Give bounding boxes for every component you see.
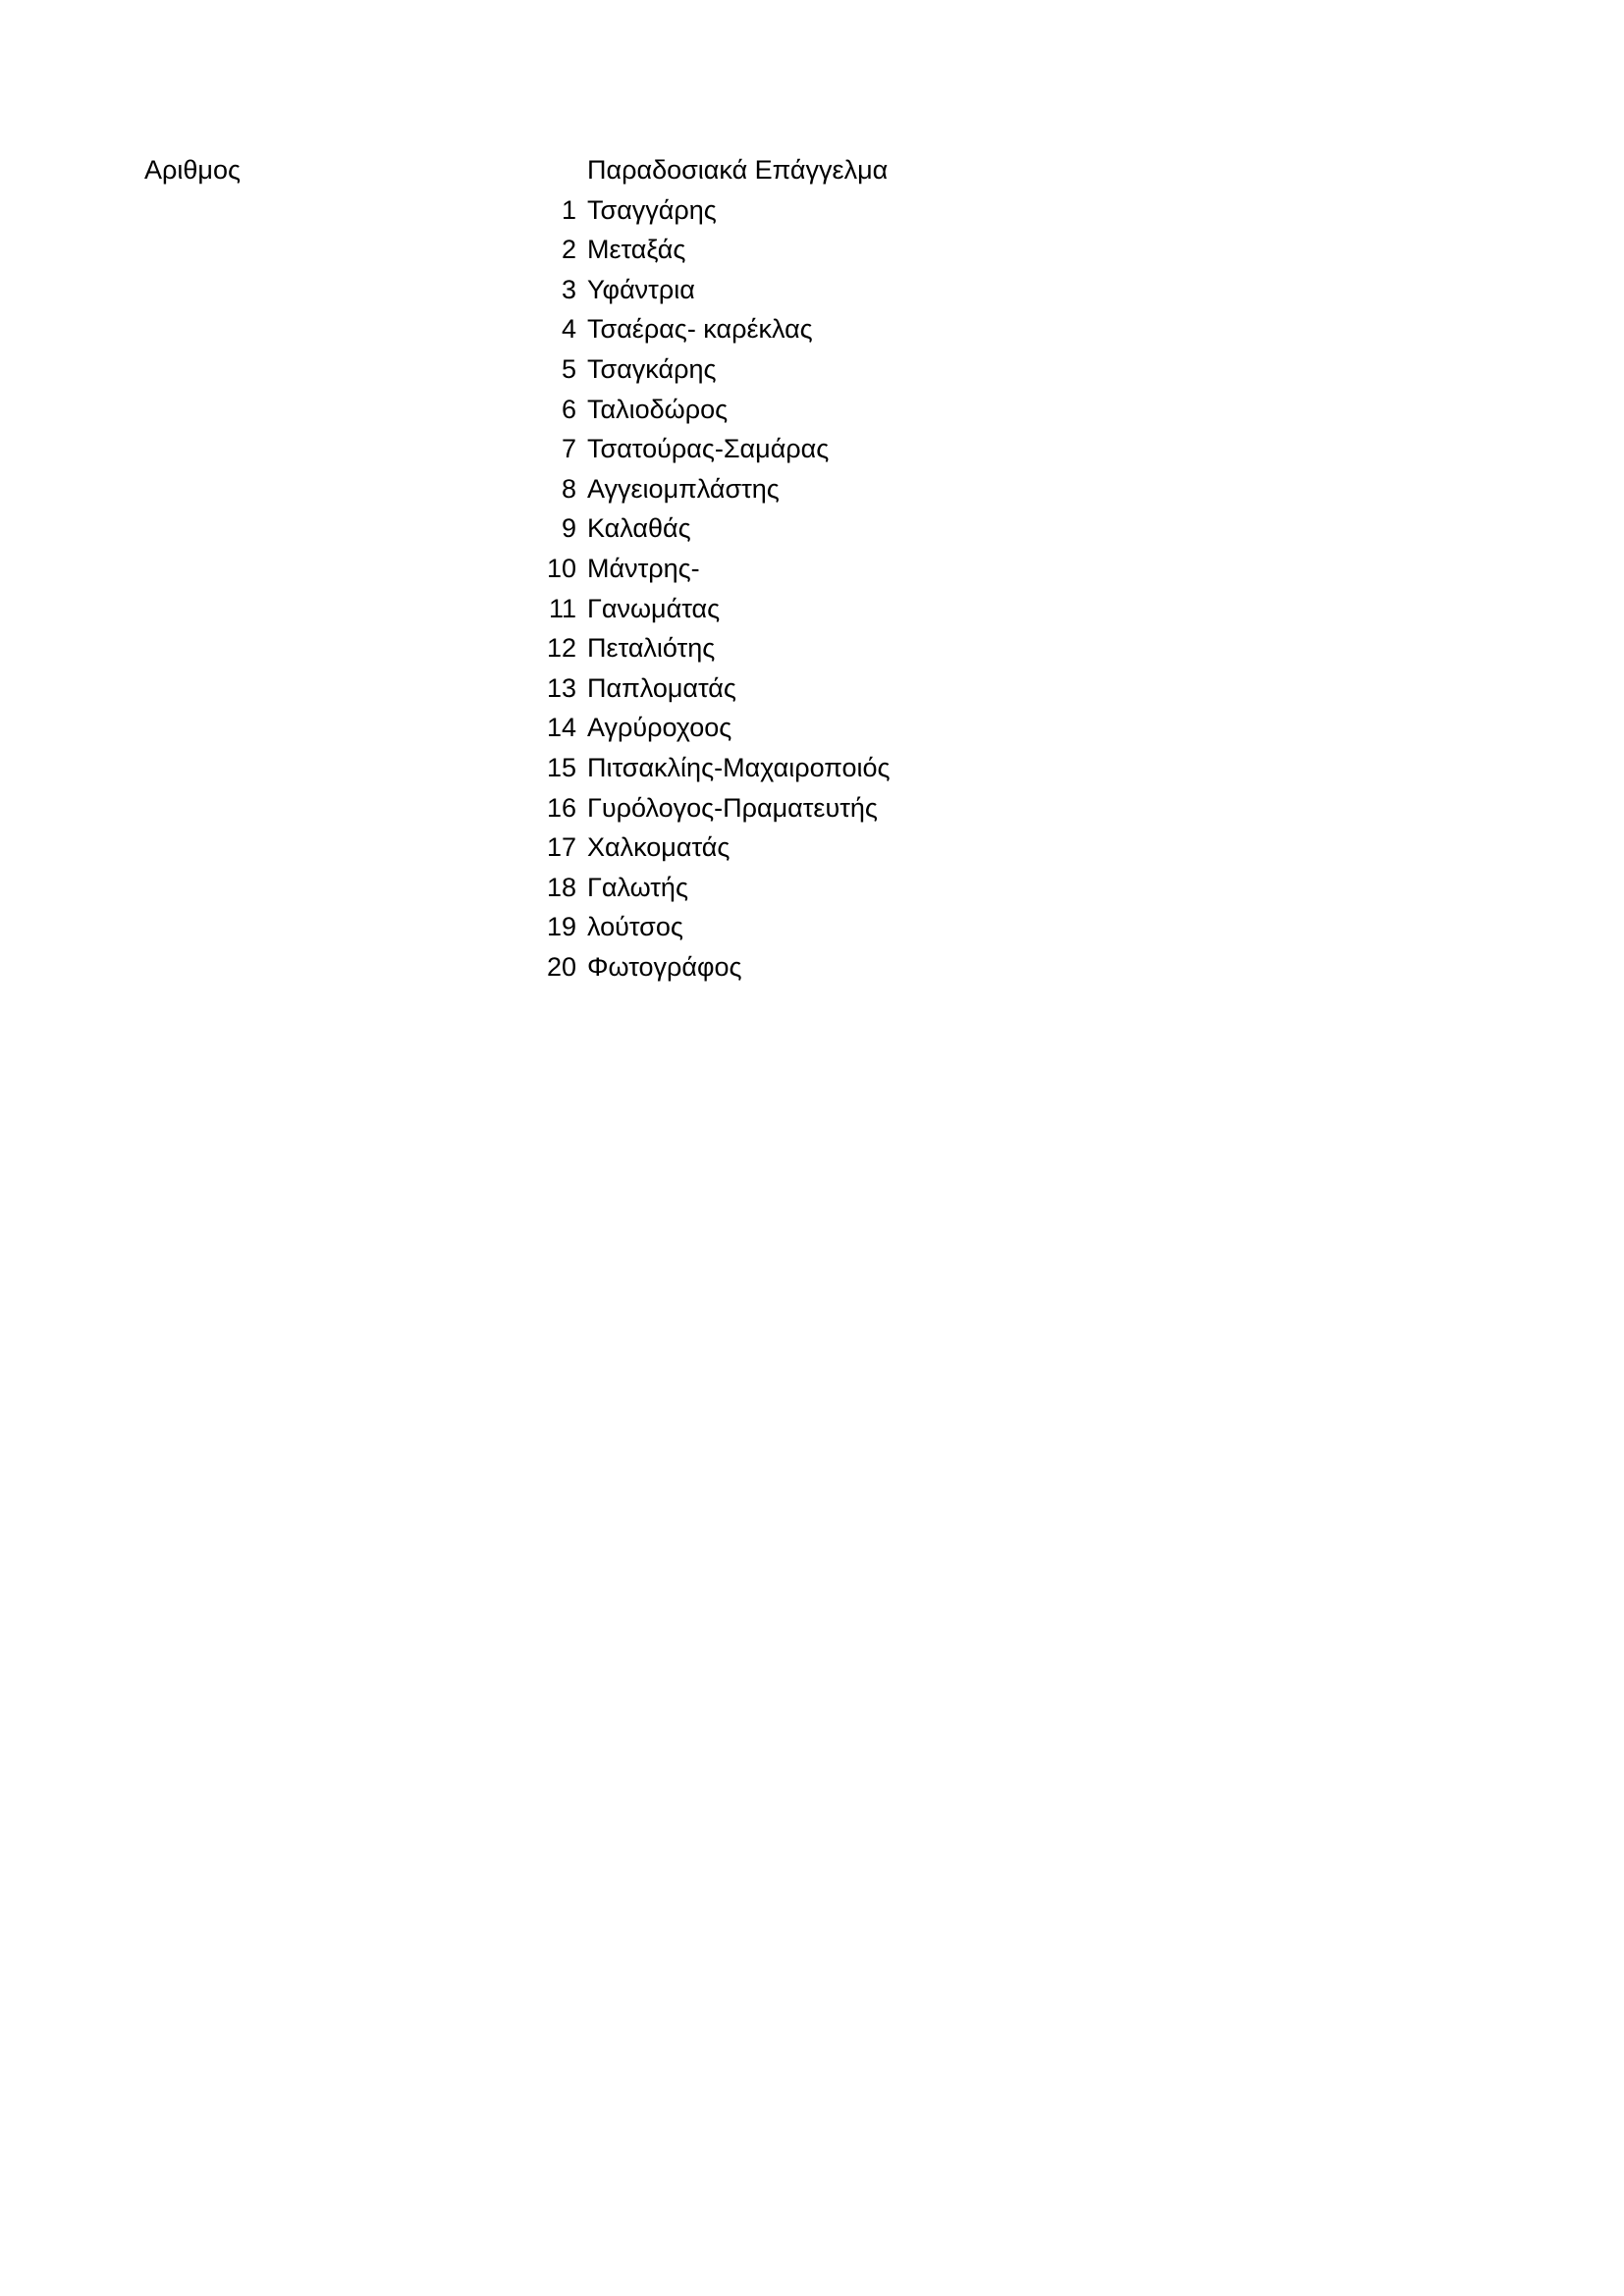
row-occupation: Τσαέρας- καρέκλας: [587, 314, 813, 345]
table-row: [0, 828, 1624, 868]
row-number: 11: [548, 593, 576, 623]
row-number: 16: [546, 792, 576, 823]
row-occupation: Πιτσακλίης-Μαχαιροποιός: [587, 752, 891, 782]
row-occupation: Τσαγγάρης: [587, 194, 717, 225]
row-number: 3: [561, 274, 576, 304]
header-occupation: Παραδοσιακά Επάγγελμα: [587, 155, 889, 185]
row-occupation: Ταλιοδώρος: [587, 394, 729, 424]
table-row: [0, 589, 1624, 629]
row-occupation: Γανωμάτας: [587, 593, 721, 623]
table-row: [0, 469, 1624, 509]
row-number: 13: [546, 672, 576, 703]
row-number: 20: [546, 951, 576, 982]
row-occupation: Παπλοματάς: [587, 672, 736, 703]
row-number: 8: [561, 473, 576, 504]
row-occupation: Αγρύροχοος: [587, 713, 732, 743]
row-occupation: Μάντρης-: [587, 553, 700, 583]
row-occupation: Γυρόλογος-Πραματευτής: [587, 792, 878, 823]
occupation-list: [0, 190, 1624, 988]
table-row: [0, 668, 1624, 709]
row-occupation: Μεταξάς: [587, 235, 686, 265]
row-occupation: Χαλκοματάς: [587, 832, 731, 863]
table-row: [0, 349, 1624, 390]
table-row: [0, 549, 1624, 589]
table-row: [0, 628, 1624, 668]
row-occupation: Υφάντρια: [587, 274, 695, 304]
row-number: 17: [546, 832, 576, 863]
row-number: 5: [561, 353, 576, 384]
table-row: [0, 508, 1624, 549]
row-number: 10: [546, 553, 576, 583]
table-row: [0, 190, 1624, 231]
row-number: 9: [561, 513, 576, 544]
row-number: 7: [561, 434, 576, 464]
row-occupation: Αγγειομπλάστης: [587, 473, 780, 504]
row-number: 4: [561, 314, 576, 345]
row-occupation: Καλαθάς: [587, 513, 691, 544]
row-number: 12: [546, 633, 576, 664]
row-number: 19: [546, 912, 576, 942]
table-row: [0, 748, 1624, 788]
row-number: 15: [546, 752, 576, 782]
table-row: [0, 429, 1624, 469]
row-occupation: Πεταλιότης: [587, 633, 716, 664]
table-row: [0, 270, 1624, 310]
table-row: [0, 947, 1624, 988]
table-row: [0, 390, 1624, 430]
table-row: [0, 788, 1624, 828]
row-occupation: Φωτογράφος: [587, 951, 742, 982]
table-row: [0, 907, 1624, 947]
table-row: [0, 309, 1624, 349]
row-occupation: Τσαγκάρης: [587, 353, 717, 384]
table-row: [0, 708, 1624, 748]
row-number: 2: [561, 235, 576, 265]
row-number: 14: [546, 713, 576, 743]
header-number: Αριθμος: [144, 155, 241, 185]
row-occupation: Τσατούρας-Σαμάρας: [587, 434, 830, 464]
row-number: 6: [561, 394, 576, 424]
row-number: 1: [561, 194, 576, 225]
row-occupation: Γαλωτής: [587, 872, 688, 902]
table-row: [0, 868, 1624, 908]
table-row: [0, 230, 1624, 270]
row-number: 18: [546, 872, 576, 902]
row-occupation: λούτσος: [587, 912, 683, 942]
